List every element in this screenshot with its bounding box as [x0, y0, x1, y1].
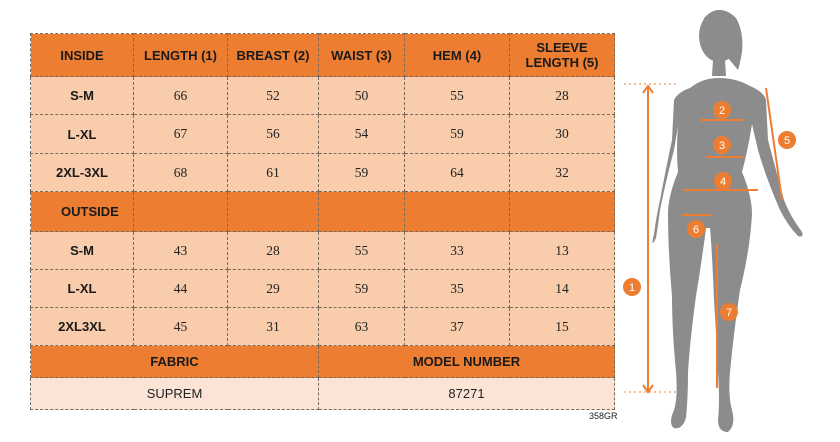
table-row	[31, 270, 615, 308]
cell-waist: 59	[319, 270, 405, 308]
cell-breast: 52	[228, 77, 319, 115]
cell-breast: 61	[228, 154, 319, 192]
cell-length: 43	[134, 232, 228, 270]
size-label: 2XL-3XL	[31, 154, 134, 192]
table-row	[31, 77, 615, 115]
size-label: L-XL	[31, 115, 134, 154]
size-label: S-M	[31, 77, 134, 115]
marker-1: 1	[628, 282, 636, 294]
header-length: LENGTH (1)	[134, 34, 228, 77]
size-label: L-XL	[31, 270, 134, 308]
section-row-outside	[31, 192, 615, 232]
header-inside: INSIDE	[31, 34, 134, 77]
cell-length: 45	[134, 308, 228, 346]
product-code: 358GR	[589, 411, 618, 421]
marker-7: 7	[725, 307, 733, 319]
cell-waist: 54	[319, 115, 405, 154]
marker-2: 2	[718, 105, 726, 117]
cell-waist: 59	[319, 154, 405, 192]
cell-sleeve: 15	[510, 308, 615, 346]
cell-hem: 37	[405, 308, 510, 346]
header-hem: HEM (4)	[405, 34, 510, 77]
marker-3: 3	[718, 140, 726, 152]
cell-length: 68	[134, 154, 228, 192]
fabric-value: SUPREM	[31, 378, 319, 410]
cell-breast: 56	[228, 115, 319, 154]
table-row	[31, 232, 615, 270]
cell-breast: 31	[228, 308, 319, 346]
footer-value-row	[31, 378, 615, 410]
table-row	[31, 115, 615, 154]
model-number-label: MODEL NUMBER	[319, 346, 615, 378]
body-silhouette	[652, 10, 802, 432]
cell-waist: 50	[319, 77, 405, 115]
fabric-label: FABRIC	[31, 346, 319, 378]
cell-sleeve: 13	[510, 232, 615, 270]
marker-5: 5	[783, 135, 791, 147]
cell-sleeve: 28	[510, 77, 615, 115]
table-row	[31, 308, 615, 346]
marker-4: 4	[719, 176, 727, 188]
cell-length: 66	[134, 77, 228, 115]
header-sleeve-length: SLEEVE LENGTH (5)	[510, 34, 615, 77]
body-measurement-figure	[616, 0, 840, 442]
cell-waist: 63	[319, 308, 405, 346]
table-row	[31, 154, 615, 192]
size-chart-table	[30, 33, 615, 410]
cell-hem: 35	[405, 270, 510, 308]
cell-sleeve: 30	[510, 115, 615, 154]
cell-waist: 55	[319, 232, 405, 270]
size-label: 2XL3XL	[31, 308, 134, 346]
cell-hem: 59	[405, 115, 510, 154]
outside-label: OUTSIDE	[31, 192, 134, 232]
cell-hem: 33	[405, 232, 510, 270]
cell-breast: 28	[228, 232, 319, 270]
marker-6: 6	[692, 224, 700, 236]
size-label: S-M	[31, 232, 134, 270]
cell-length: 67	[134, 115, 228, 154]
cell-sleeve: 14	[510, 270, 615, 308]
cell-hem: 55	[405, 77, 510, 115]
cell-hem: 64	[405, 154, 510, 192]
cell-sleeve: 32	[510, 154, 615, 192]
cell-breast: 29	[228, 270, 319, 308]
cell-length: 44	[134, 270, 228, 308]
model-number-value: 87271	[319, 378, 615, 410]
header-breast: BREAST (2)	[228, 34, 319, 77]
footer-header-row	[31, 346, 615, 378]
header-waist: WAIST (3)	[319, 34, 405, 77]
header-row	[31, 34, 615, 77]
